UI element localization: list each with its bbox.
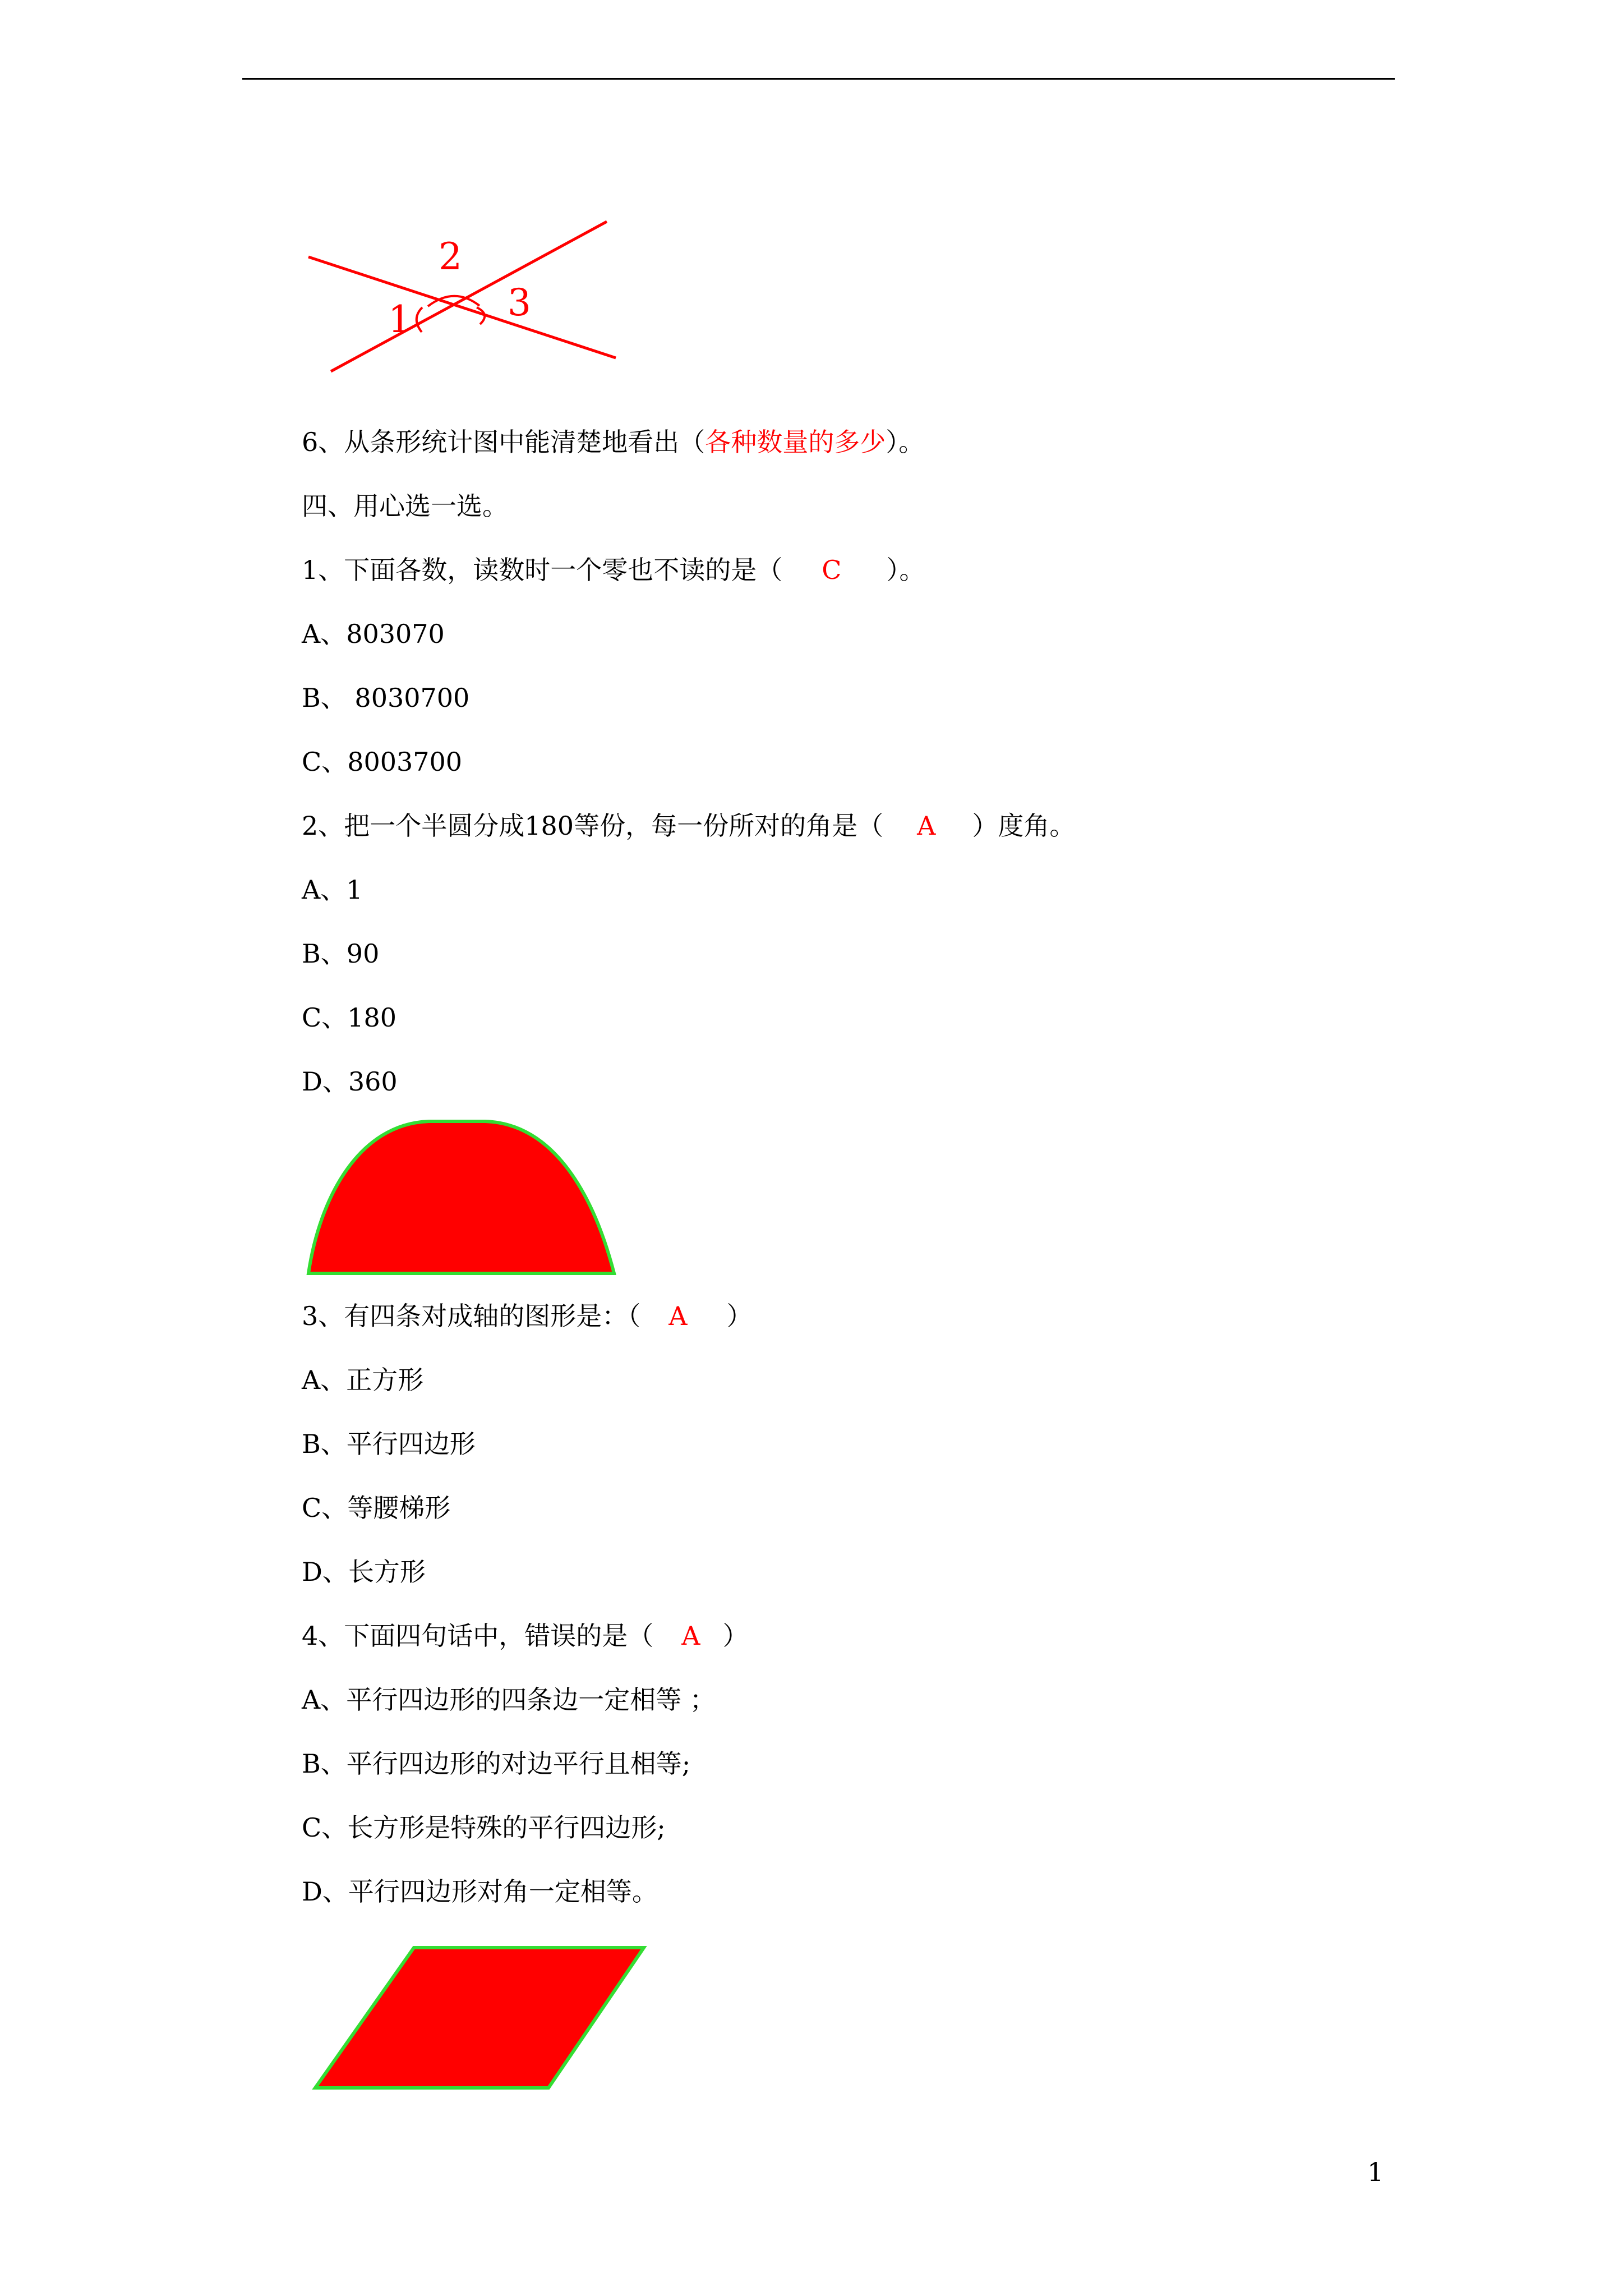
mc2-option-d: D、360 bbox=[302, 1066, 398, 1097]
fill-question-6 bbox=[302, 425, 924, 459]
mc1-option-a: A、803070 bbox=[302, 619, 445, 649]
mc4-option-d: D、平行四边形对角一定相等。 bbox=[302, 1876, 658, 1907]
mc1-prefix: 1、下面各数，读数时一个零也不读的是（ bbox=[302, 555, 783, 585]
q6-prefix: 6、从条形统计图中能清楚地看出（ bbox=[302, 427, 706, 457]
mc-question-4 bbox=[302, 1619, 749, 1653]
angle-arc-1 bbox=[417, 307, 422, 332]
angle-label-1: 1 bbox=[388, 298, 412, 341]
mc2-option-b: B、90 bbox=[302, 938, 380, 969]
mc-question-1 bbox=[302, 553, 925, 587]
mc3-option-d: D、长方形 bbox=[302, 1557, 426, 1587]
mc1-answer: C bbox=[822, 555, 842, 585]
mc-question-3 bbox=[302, 1299, 753, 1333]
mc4-suffix: ） bbox=[722, 1621, 749, 1651]
page-number: 1 bbox=[1367, 2157, 1384, 2187]
mc-question-2 bbox=[302, 809, 1075, 843]
parallelogram-shape bbox=[315, 1948, 644, 2088]
mc4-answer: A bbox=[681, 1621, 700, 1651]
line-b bbox=[331, 222, 607, 371]
mc3-prefix: 3、有四条对成轴的图形是：（ bbox=[302, 1301, 641, 1331]
semicircle-figure bbox=[297, 1114, 623, 1285]
mc2-option-a: A、1 bbox=[302, 875, 363, 905]
mc3-option-c: C、等腰梯形 bbox=[302, 1493, 451, 1523]
semicircle-shape bbox=[308, 1121, 614, 1273]
q6-suffix: ）。 bbox=[886, 427, 925, 457]
angle-label-3: 3 bbox=[508, 281, 531, 324]
mc1-option-c: C、8003700 bbox=[302, 747, 463, 777]
mc3-suffix: ） bbox=[726, 1301, 753, 1331]
mc1-option-b: B、 8030700 bbox=[302, 683, 470, 713]
mc2-prefix: 2、把一个半圆分成180等份，每一份所对的角是（ bbox=[302, 811, 884, 841]
mc2-suffix: ）度角。 bbox=[972, 811, 1076, 841]
mc3-option-a: A、正方形 bbox=[302, 1365, 424, 1395]
line-a bbox=[308, 257, 616, 358]
parallelogram-figure bbox=[303, 1941, 662, 2098]
section-title: 四、用心选一选。 bbox=[302, 491, 508, 521]
mc4-option-b: B、平行四边形的对边平行且相等; bbox=[302, 1749, 691, 1779]
intersecting-lines-figure bbox=[292, 208, 634, 376]
header-rule bbox=[242, 78, 1395, 80]
q6-answer: 各种数量的多少 bbox=[705, 427, 886, 457]
mc1-suffix: ）。 bbox=[886, 555, 925, 585]
mc3-answer: A bbox=[668, 1301, 688, 1331]
mc3-option-b: B、平行四边形 bbox=[302, 1429, 476, 1459]
mc4-prefix: 4、下面四句话中，错误的是（ bbox=[302, 1621, 654, 1651]
mc4-option-c: C、长方形是特殊的平行四边形; bbox=[302, 1812, 666, 1843]
mc2-answer: A bbox=[917, 811, 936, 841]
mc2-option-c: C、180 bbox=[302, 1002, 396, 1033]
mc4-option-a: A、平行四边形的四条边一定相等 ； bbox=[302, 1685, 716, 1715]
angle-label-2: 2 bbox=[439, 235, 462, 278]
